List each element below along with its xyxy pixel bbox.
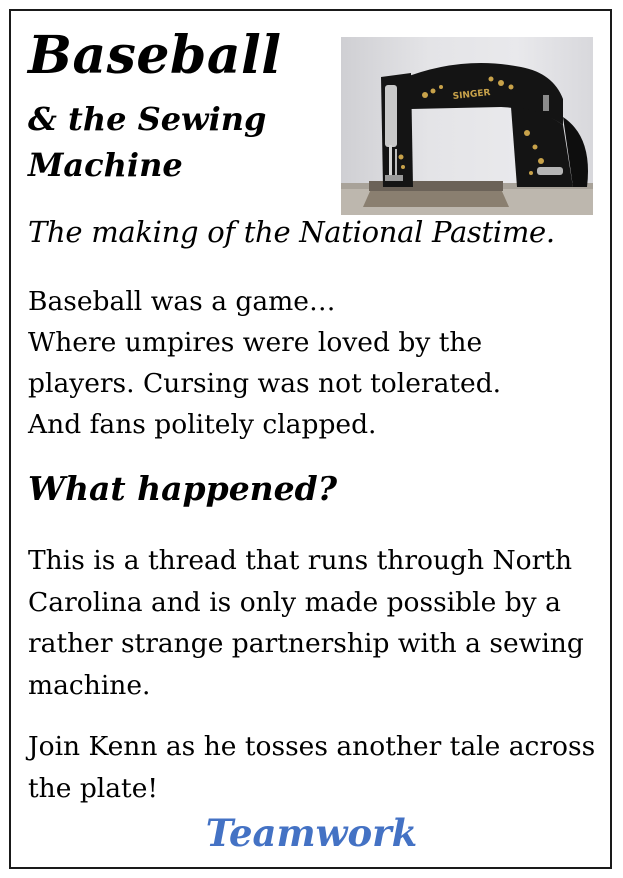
body-line: machine. xyxy=(28,669,151,701)
closing-line: the plate! xyxy=(28,772,159,804)
closing-paragraph xyxy=(28,726,603,809)
body-line: Carolina and is only made possible by a xyxy=(28,586,561,618)
page-subtitle: & the Sewing Machine xyxy=(28,100,267,184)
body-paragraph xyxy=(28,540,598,706)
intro-line: And fans politely clapped. xyxy=(28,409,377,440)
body-line: This is a thread that runs through North xyxy=(28,545,573,576)
body-line: rather strange partnership with a sewing xyxy=(28,628,584,659)
closing-line: Join Kenn as he tosses another tale across xyxy=(28,731,596,762)
tagline: The making of the National Pastime. xyxy=(28,215,555,249)
intro-paragraph xyxy=(28,281,501,445)
sewing-machine-icon xyxy=(341,37,593,215)
page-title: Baseball xyxy=(28,25,282,86)
intro-line: players. Cursing was not tolerated. xyxy=(28,368,502,399)
sewing-machine-photo xyxy=(341,37,593,215)
intro-line: Where umpires were loved by the xyxy=(28,327,483,358)
intro-line: Baseball was a game… xyxy=(28,286,336,317)
signature-text: Teamwork xyxy=(205,811,418,855)
section-heading: What happened? xyxy=(28,469,338,508)
brand-label: SINGER xyxy=(452,88,491,102)
